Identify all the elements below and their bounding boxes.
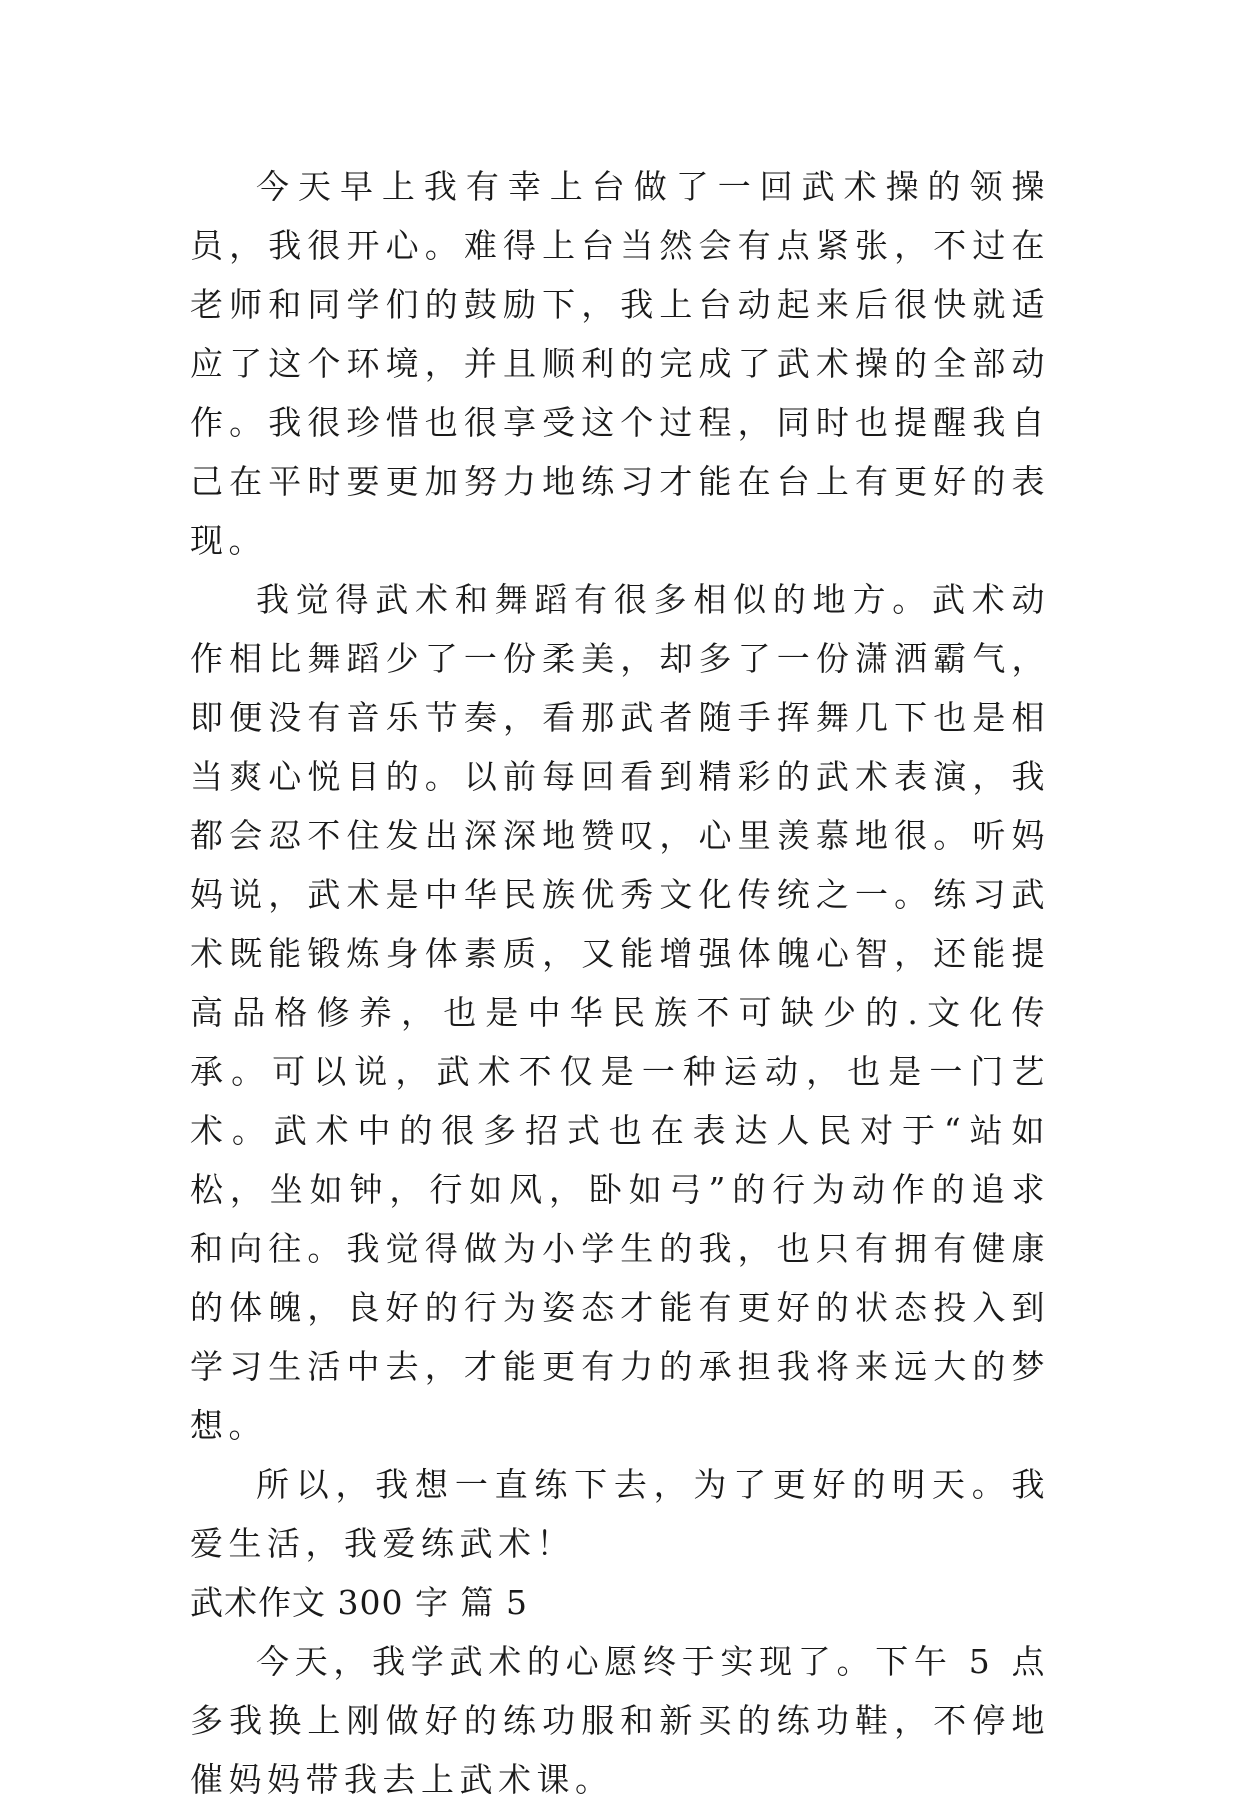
paragraph-2: 我觉得武术和舞蹈有很多相似的地方。武术动作相比舞蹈少了一份柔美，却多了一份潇洒霸气，即便没有音乐节奏，看那武者随手挥舞几下也是相当爽心悦目的。以前每回看到精彩的武术表演，我都会忍不住发出深深地赞叹，心里羡慕地很。听妈妈说，武术是中华民族优秀文化传统之一。练习武术既能锻炼身体素质，又能增强体魄心智，还能提高品格修养，也是中华民族不可缺少的.文化传承。可以说，武术不仅是一种运动，也是一门艺术。武术中的很多招式也在表达人民对于“站如松，坐如钟，行如风，卧如弓”的行为动作的追求和向往。我觉得做为小学生的我，也只有拥有健康的体魄，良好的行为姿态才能有更好的状态投入到学习生活中去，才能更有力的承担我将来远大的梦想。 xyxy=(190,580,1050,1445)
paragraph-3: 所以，我想一直练下去，为了更好的明天。我爱生活，我爱练武术！ xyxy=(190,1465,1050,1563)
paragraph-4: 今天，我学武术的心愿终于实现了。下午 5 点多我换上刚做好的练功服和新买的练功鞋，不停地催妈妈带我去上武术课。 xyxy=(190,1642,1050,1799)
section-heading: 武术作文 300 字 篇 5 xyxy=(190,1583,528,1622)
document-body xyxy=(190,157,1050,1809)
paragraph-1: 今天早上我有幸上台做了一回武术操的领操员，我很开心。难得上台当然会有点紧张，不过在老师和同学们的鼓励下，我上台动起来后很快就适应了这个环境，并且顺利的完成了武术操的全部动作。我很珍惜也很享受这个过程，同时也提醒我自己在平时要更加努力地练习才能在台上有更好的表现。 xyxy=(190,167,1050,560)
